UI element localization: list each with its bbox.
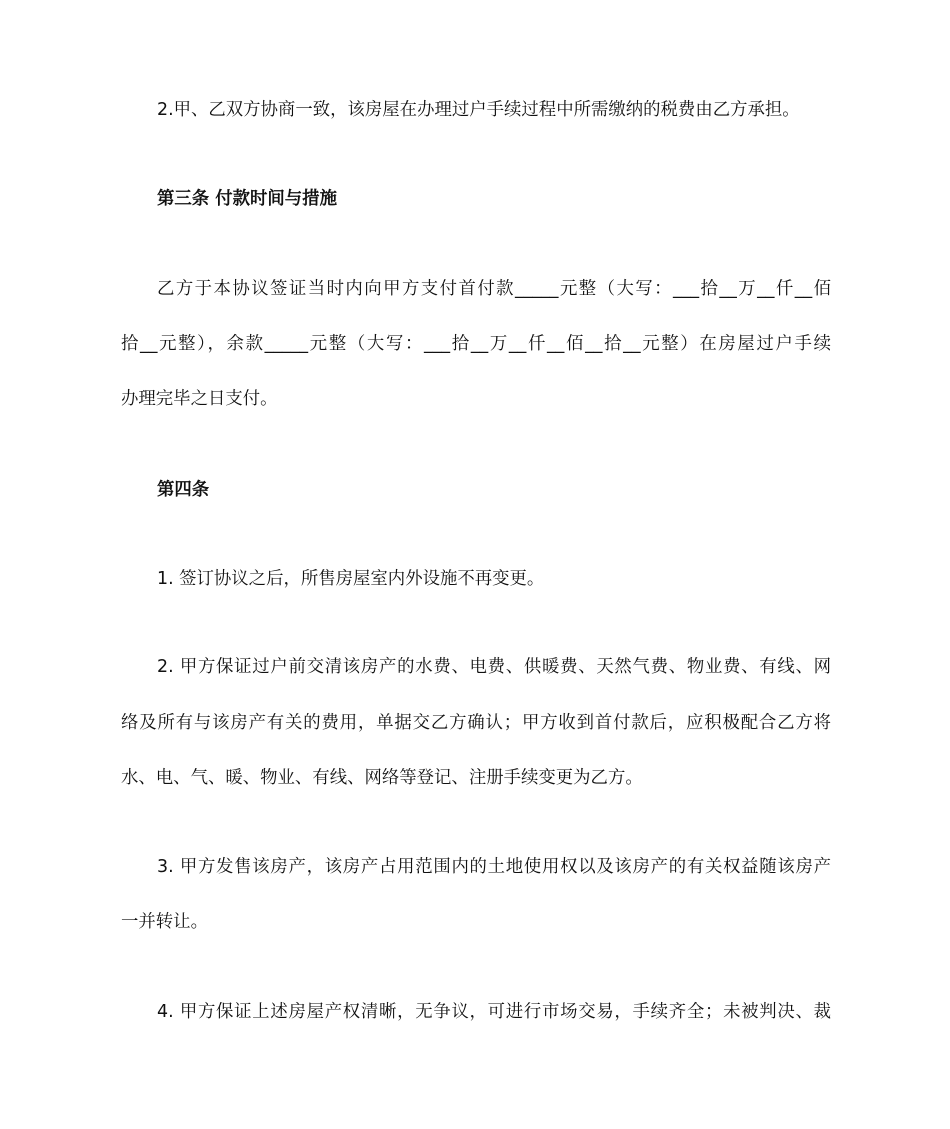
article-4-clause-2-line-1: 2. 甲方保证过户前交清该房产的水费、电费、供暖费、天然气费、物业费、有线、网: [157, 657, 831, 677]
article-3-paragraph-line-3: 办理完毕之日支付。: [121, 389, 278, 409]
article-3-heading: 第三条 付款时间与措施: [157, 189, 337, 209]
article-4-clause-3-line-2: 一并转让。: [121, 912, 208, 932]
article-4-clause-3-line-1: 3. 甲方发售该房产，该房产占用范围内的土地使用权以及该房产的有关权益随该房产: [157, 857, 831, 877]
article-4-heading: 第四条: [157, 480, 210, 500]
article-3-paragraph-line-1: 乙方于本协议签证当时内向甲方支付首付款_____元整（大写：___拾__万__仟__佰: [157, 279, 831, 299]
article-4-clause-1: 1. 签订协议之后，所售房屋室内外设施不再变更。: [157, 569, 545, 589]
article-4-clause-4-line-1: 4. 甲方保证上述房屋产权清晰，无争议，可进行市场交易，手续齐全；未被判决、裁: [157, 1002, 831, 1022]
article-4-clause-2-line-2: 络及所有与该房产有关的费用，单据交乙方确认；甲方收到首付款后，应积极配合乙方将: [121, 713, 831, 733]
article-3-paragraph-line-2: 拾__元整），余款_____元整（大写：___拾__万__仟__佰__拾__元整）在房屋过户手续: [121, 334, 831, 354]
article-4-clause-2-line-3: 水、电、气、暖、物业、有线、网络等登记、注册手续变更为乙方。: [121, 768, 643, 788]
article-2-clause-2: 2.甲、乙双方协商一致，该房屋在办理过户手续过程中所需缴纳的税费由乙方承担。: [157, 100, 800, 120]
